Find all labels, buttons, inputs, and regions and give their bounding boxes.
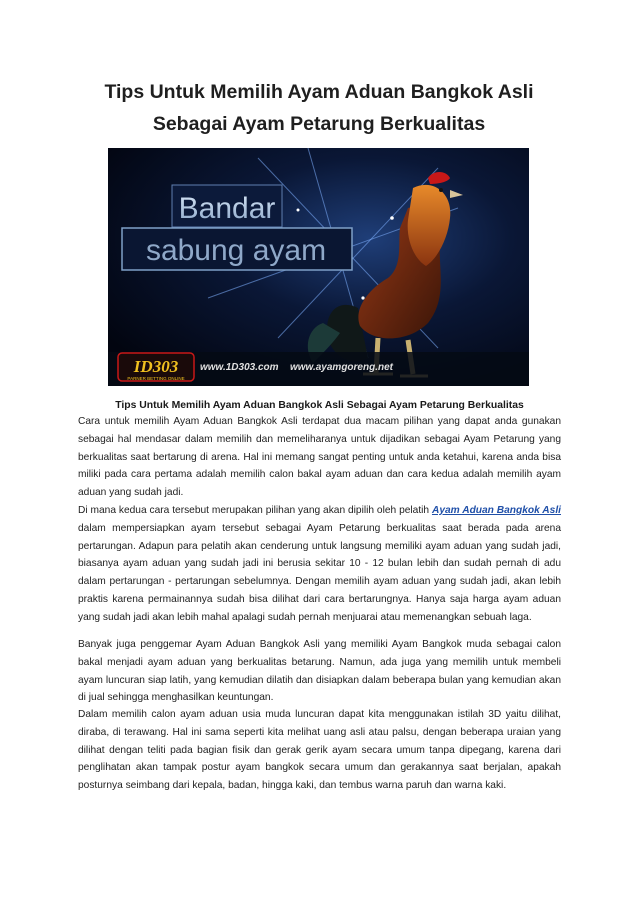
paragraph-3: Banyak juga penggemar Ayam Aduan Bangkok Asli yang memiliki Ayam Bangkok muda sebagai calon bakal menjadi ayam aduan yang berkualitas betarung. Namun, ada juga yang memilih untuk membeli ayam luncuran siap latih, yang kemudian dilatih dan disiapkan dalam beberapa bulan yang kemudian akan di jual sehingga menghasilkan keuntungan. — [78, 639, 561, 704]
banner-word-sabung-ayam: sabung ayam — [145, 234, 327, 267]
banner-site-2: www.ayamgoreng.net — [290, 362, 393, 373]
paragraph-4: Dalam memilih calon ayam aduan usia muda luncuran dapat kita menggunakan istilah 3D yaitu dilihat, diraba, di terawang. Hal ini sama seperti kita melihat uang asli atau palsu, dengan beberapa uraian yang dilihat dengan teliti pada bagian fisik dan gerak gerik ayam secara umum tanpa dipegang, karena dari penglihatan akan tampak postur ayam bangkok secara umum dan gerakannya saat berjalan, apakah posturnya seimbang dari kepala, badan, hingga kaki, dan tembus warna paruh dan warna kaki. — [78, 709, 561, 792]
paragraph-2-text-b: dalam mempersiapkan ayam tersebut sebagai Ayam Petarung berkualitas saat berada pada arena pertarungan. Adapun para pelatih akan cenderung untuk langsung memiliki ayam aduan yang sudah jadi, biasanya ayam aduan yang sudah jadi ini berusia sekitar 10 - 12 bulan lebih dan sudah pernah di adu dalam pertarungan - pertarungan sebelumnya. Dengan memilih ayam aduan yang sudah jadi, akan lebih praktis karena permainannya sudah bisa dilihat dari cara bertarungnya. Hanya saja harga ayam aduan yang sudah jadi akan lebih mahal apalagi sudah pernah menjuarai atau memenangkan sebuah laga. — [78, 522, 561, 623]
title-line-1: Tips Untuk Memilih Ayam Aduan Bangkok Asli — [104, 81, 534, 103]
ayam-aduan-bangkok-asli-link[interactable]: Ayam Aduan Bangkok Asli — [431, 505, 561, 516]
paragraph-2-text-a: Di mana kedua cara tersebut merupakan pilihan yang akan dipilih oleh pelatih — [78, 505, 432, 516]
banner-word-bandar: Bandar — [178, 192, 276, 225]
banner-image — [108, 148, 529, 386]
banner-logo: ID303 — [133, 357, 179, 376]
document-title — [60, 76, 578, 140]
paragraph-2 — [78, 502, 561, 627]
image-caption: Tips Untuk Memilih Ayam Aduan Bangkok Asli Sebagai Ayam Petarung Berkualitas — [115, 400, 524, 411]
banner-site-1: www.1D303.com — [200, 362, 279, 373]
title-line-2: Sebagai Ayam Petarung Berkualitas — [152, 113, 486, 135]
banner-logo-sub: PARNER BETTING ONLINE — [127, 376, 185, 381]
paragraph-1: Cara untuk memilih Ayam Aduan Bangkok Asli terdapat dua macam pilihan yang dapat anda gunakan sebagai hal mendasar dalam memilih dan memeliharanya untuk dijadikan sebagai Ayam Petarung yang berkualitas saat bertarung di arena. Hal ini memang sangat penting untuk anda ketahui, karena anda bisa miliki pada cara pertama adalah memilih calon bakal ayam aduan dan cara kedua adalah memilih ayam aduan yang sudah jadi. — [78, 416, 561, 499]
